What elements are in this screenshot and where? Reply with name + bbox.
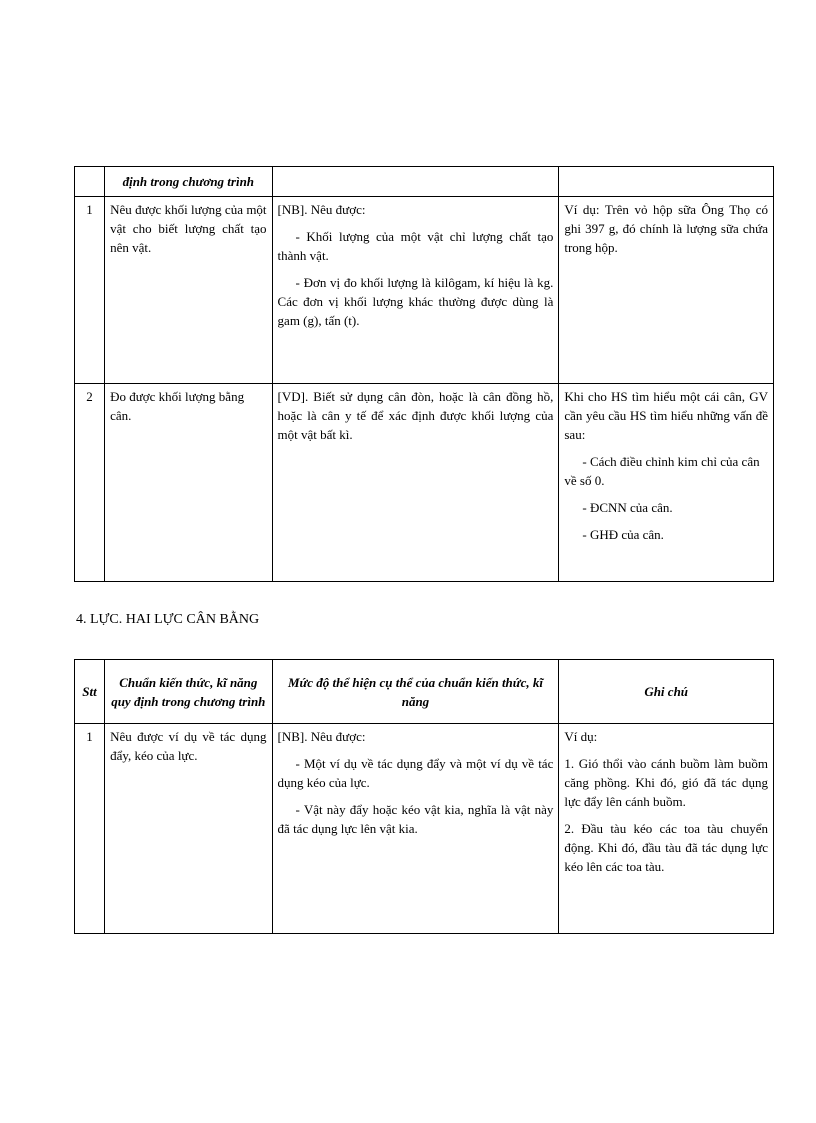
header-notes: Ghi chú <box>559 660 774 724</box>
header-row-continued <box>75 167 774 197</box>
note-text: Ví dụ: <box>564 729 598 744</box>
notes-cell <box>559 197 774 384</box>
level-item: - Vật này đẩy hoặc kéo vật kia, nghĩa là vật này đã tác dụng lực lên vật kia. <box>277 802 554 836</box>
standards-table-continued <box>74 166 774 582</box>
stt-cell: 1 <box>75 197 105 384</box>
level-tag: [VD]. <box>277 389 309 404</box>
section-title: 4. LỰC. HAI LỰC CÂN BẰNG <box>76 612 260 627</box>
level-cell <box>272 724 559 934</box>
level-intro: Biết sử dụng cân đòn, hoặc là cân đồng hồ, hoặc là cân y tế để xác định được khối lượng của một vật bất kì. <box>277 389 554 442</box>
table-row <box>75 384 774 582</box>
header-stt: Stt <box>75 660 105 724</box>
header-knowledge: Chuẩn kiến thức, kĩ năng quy định trong chương trình <box>105 660 272 724</box>
level-cell <box>272 197 559 384</box>
level-item: - Một ví dụ về tác dụng đẩy và một ví dụ về tác dụng kéo của lực. <box>277 756 554 790</box>
note-text: Khi cho HS tìm hiểu một cái cân, GV cần yêu cầu HS tìm hiểu những vấn đề sau: <box>564 389 768 442</box>
notes-cell <box>559 724 774 934</box>
header-level-cell <box>272 167 559 197</box>
table-row <box>75 724 774 934</box>
note-text: Ví dụ: Trên vỏ hộp sữa Ông Thọ có ghi 397 g, đó chính là lượng sữa chứa trong hộp. <box>564 202 768 255</box>
note-text: 2. Đầu tàu kéo các toa tàu chuyển động. Khi đó, đầu tàu đã tác dụng lực kéo lên các toa tàu. <box>564 821 768 874</box>
level-item: - Đơn vị đo khối lượng là kilôgam, kí hiệu là kg. Các đơn vị khối lượng khác thường được dùng là gam (g), tấn (t). <box>277 275 554 328</box>
header-row <box>75 660 774 724</box>
level-intro: Nêu được: <box>307 202 366 217</box>
standards-table <box>74 659 774 934</box>
knowledge-cell: Nêu được khối lượng của một vật cho biết lượng chất tạo nên vật. <box>105 197 272 384</box>
notes-cell <box>559 384 774 582</box>
note-text: - GHĐ của cân. <box>582 527 664 542</box>
note-text: 1. Gió thổi vào cánh buồm làm buồm căng phồng. Khi đó, gió đã tác dụng lực đẩy lên cánh buồm. <box>564 756 768 809</box>
header-notes-cell <box>559 167 774 197</box>
level-tag: [NB]. <box>277 202 308 217</box>
header-level: Mức độ thể hiện cụ thể của chuẩn kiến thức, kĩ năng <box>272 660 559 724</box>
knowledge-cell: Nêu được ví dụ về tác dụng đẩy, kéo của lực. <box>105 724 272 934</box>
stt-cell: 2 <box>75 384 105 582</box>
level-cell <box>272 384 559 582</box>
header-knowledge-cont: định trong chương trình <box>105 167 272 197</box>
header-stt-cell <box>75 167 105 197</box>
level-item: - Khối lượng của một vật chỉ lượng chất tạo thành vật. <box>277 229 554 263</box>
level-intro: Nêu được: <box>307 729 366 744</box>
knowledge-cell: Đo được khối lượng bằng cân. <box>105 384 272 582</box>
table-row <box>75 197 774 384</box>
level-tag: [NB]. <box>277 729 308 744</box>
note-text: - Cách điều chỉnh kim chỉ của cân về số 0. <box>564 454 760 488</box>
stt-cell: 1 <box>75 724 105 934</box>
note-text: - ĐCNN của cân. <box>582 500 673 515</box>
